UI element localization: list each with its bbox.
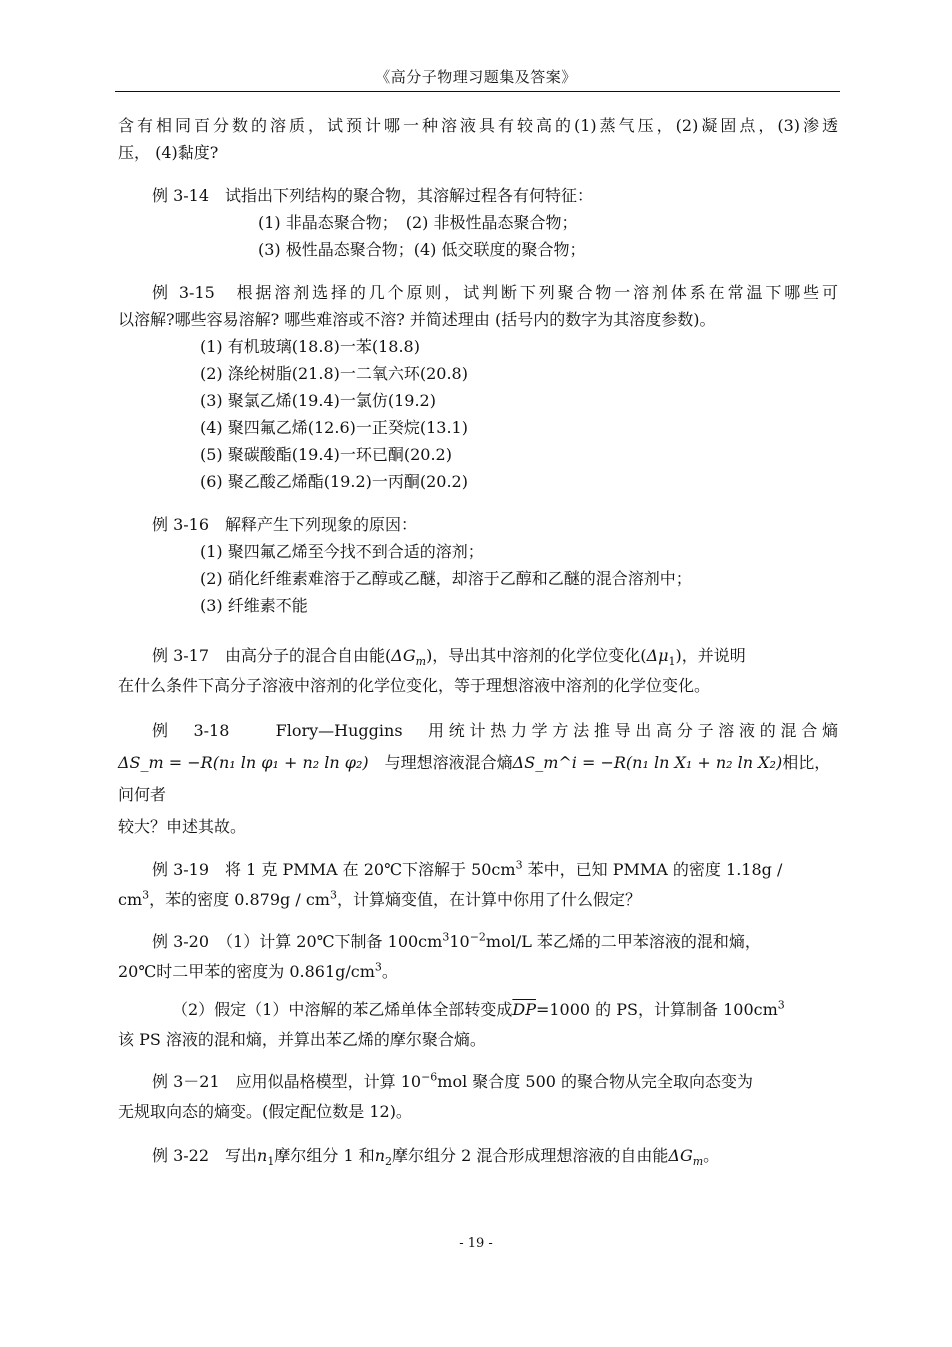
example-3-15-line-1: 例 3-15 根据溶剂选择的几个原则，试判断下列聚合物一溶剂体系在常温下哪些可 <box>152 283 838 302</box>
example-3-15-line-2: 以溶解?哪些容易溶解? 哪些难溶或不溶? 并简述理由 (括号内的数字为其溶度参数)。 <box>118 310 716 329</box>
example-3-21-line-2: 无规取向态的熵变。(假定配位数是 12)。 <box>118 1102 412 1121</box>
running-header: 《高分子物理习题集及答案》 <box>375 68 577 86</box>
example-3-20-line-1: 例 3-20 （1）计算 20℃下制备 $100cm^310^{-2}mol/L$ 苯乙烯的二甲苯溶液的混和熵， <box>152 930 761 951</box>
example-3-20-line-3: （2）假定（1）中溶解的苯乙烯单体全部转变成$\overline{DP}=1000$ 的 PS，计算制备 $100cm^3$ <box>172 998 785 1019</box>
example-3-21-line-1: 例 3－21 应用似晶格模型，计算 $10^{-6}mol$ 聚合度 500 的聚合物从完全取向态变为 <box>152 1070 754 1091</box>
example-3-16-item: (2) 硝化纤维素难溶于乙醇或乙醚，却溶于乙醇和乙醚的混合溶剂中； <box>200 569 692 588</box>
example-3-16-item: (3) 纤维素不能 <box>200 596 308 615</box>
example-3-15-item: (2) 涤纶树脂(21.8)一二氧六环(20.8) <box>200 364 468 383</box>
example-3-14-item: (3) 极性晶态聚合物；(4) 低交联度的聚合物； <box>258 240 586 259</box>
example-3-17-line-2: 在什么条件下高分子溶液中溶剂的化学位变化，等于理想溶液中溶剂的化学位变化。 <box>118 676 711 695</box>
example-3-18-line-3: 较大？申述其故。 <box>118 817 247 836</box>
ideal-entropy-formula: ΔS_m^i = −R(n₁ ln X₁ + n₂ ln X₂) <box>512 753 783 772</box>
example-3-16-title: 例 3-16 解释产生下列现象的原因： <box>152 515 418 534</box>
example-3-15-item: (5) 聚碳酸酯(19.4)一环已酮(20.2) <box>200 445 452 464</box>
header-rule <box>115 91 840 92</box>
example-3-22-line-1: 例 3-22 写出$n_1$摩尔组分 1 和$n_2$摩尔组分 2 混合形成理想溶液的自由能$\Delta G_m$。 <box>152 1146 720 1169</box>
example-3-16-item: (1) 聚四氟乙烯至今找不到合适的溶剂； <box>200 542 484 561</box>
example-3-14-item: (1) 非晶态聚合物； (2) 非极性晶态聚合物； <box>258 213 578 232</box>
example-3-15-item: (4) 聚四氟乙烯(12.6)一正癸烷(13.1) <box>200 418 468 437</box>
example-3-14-title: 例 3-14 试指出下列结构的聚合物，其溶解过程各有何特征： <box>152 186 594 205</box>
example-3-19-line-2: $cm^3$，苯的密度 $0.879g / cm^3$，计算熵变值，在计算中你用了什么假定？ <box>118 888 641 909</box>
page-number: - 19 - <box>459 1236 493 1251</box>
example-3-17-line-1: 例 3-17 由高分子的混合自由能$(\Delta G_m)$，导出其中溶剂的化学位变化$(\Delta\mu_1)$，并说明 <box>152 646 746 669</box>
example-3-19-line-1: 例 3-19 将 1 克 PMMA 在 20℃下溶解于 $50cm^3$ 苯中，已知 PMMA 的密度 1.18g / <box>152 858 783 879</box>
example-3-18-line-2: ΔS_m = −R(n₁ ln φ₁ + n₂ ln φ₂) 与理想溶液混合熵ΔS_m^i = −R(n₁ ln X₁ + n₂ ln X₂)相比，问何者 <box>118 753 831 804</box>
example-3-20-line-2: 20℃时二甲苯的密度为 $0.861g/cm^3$。 <box>118 960 398 981</box>
example-3-15-item: (6) 聚乙酸乙烯酯(19.2)一丙酮(20.2) <box>200 472 468 491</box>
intro-line-1: 含有相同百分数的溶质，试预计哪一种溶液具有较高的(1)蒸气压，(2)凝固点，(3)渗透 <box>118 116 838 135</box>
example-3-15-item: (3) 聚氯乙烯(19.4)一氯仿(19.2) <box>200 391 436 410</box>
page-body <box>118 112 838 1171</box>
mixing-entropy-formula: ΔS_m = −R(n₁ ln φ₁ + n₂ ln φ₂) <box>118 753 369 772</box>
intro-line-2: 压， (4)黏度? <box>118 143 219 162</box>
example-3-20-line-4: 该 PS 溶液的混和熵，并算出苯乙烯的摩尔聚合熵。 <box>118 1030 486 1049</box>
example-3-15-item: (1) 有机玻璃(18.8)一苯(18.8) <box>200 337 420 356</box>
example-3-18-line-1: 例 3-18 Flory—Huggins 用统计热力学方法推导出高分子溶液的混合熵 <box>152 721 838 740</box>
